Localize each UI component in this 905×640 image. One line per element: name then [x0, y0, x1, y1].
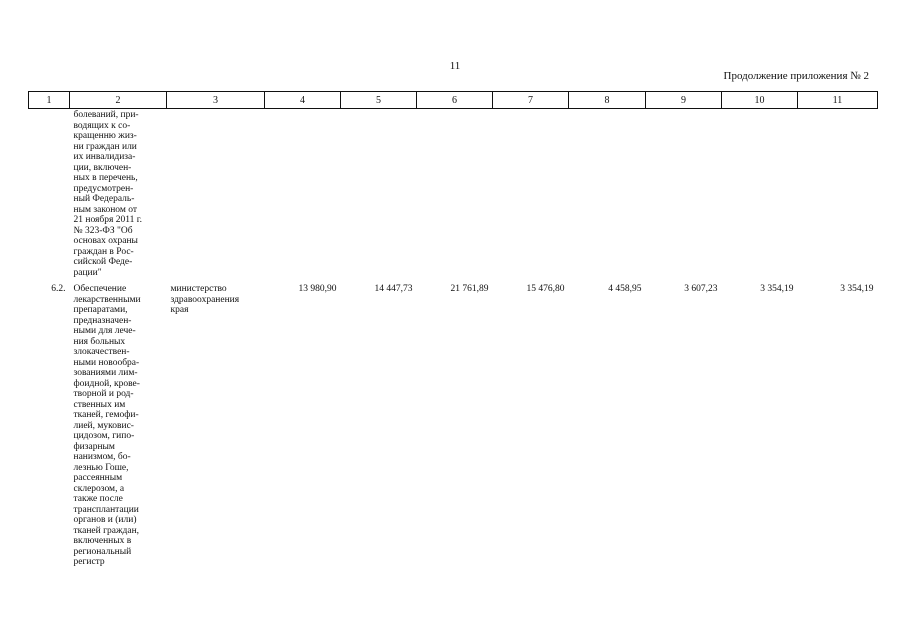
cell-empty [167, 109, 878, 279]
column-header-6: 6 [417, 92, 493, 109]
table-row [29, 278, 878, 568]
column-header-10: 10 [722, 92, 798, 109]
column-header-4: 4 [265, 92, 341, 109]
value-col-7: 15 476,80 [526, 284, 565, 294]
column-header-2: 2 [70, 92, 167, 109]
table-row-continuation [29, 109, 878, 279]
column-number-row [29, 92, 878, 109]
value-col-10: 3 354,19 [760, 284, 794, 294]
continued-description: болеваний, при- водящих к со- кращенню жиз- ни граждан или их инвалидиза- ции, включен- ных в перечень, предусмотрен- ный Федераль- ным законом от 21 ноября 2011 г. № 323-ФЗ "Об основах охраны граждан в Рос- сийской Феде- рации" [73, 110, 142, 278]
value-col-8: 4 458,95 [608, 284, 642, 294]
table-header [29, 92, 878, 109]
column-header-5: 5 [341, 92, 417, 109]
value-col-11: 3 354,19 [840, 284, 874, 294]
page-number: 11 [449, 60, 461, 72]
row-description: Обеспечение лекарственными препаратами, предназначен- ными для лече- ния больных злокачествен- ными новообра- зованиями лим- фоидной, крове- творной и род- ственных им тканей, гемофи- лией, муковис- цидозом, гипо- физарным нанизмом, бо- лезнью Гоше, рассеянным склерозом, а также после трансплантации органов и (или) тканей граждан, включенных в региональный регистр [73, 284, 141, 567]
appendix-table [28, 91, 878, 568]
column-header-3: 3 [167, 92, 265, 109]
column-header-7: 7 [493, 92, 569, 109]
row-index: 6.2. [51, 284, 66, 294]
column-header-11: 11 [798, 92, 878, 109]
column-header-8: 8 [569, 92, 646, 109]
appendix-continuation-label: Продолжение приложения № 2 [723, 70, 869, 82]
value-col-6: 21 761,89 [450, 284, 489, 294]
value-col-5: 14 447,73 [374, 284, 413, 294]
value-col-4: 13 980,90 [298, 284, 337, 294]
value-col-9: 3 607,23 [684, 284, 718, 294]
cell-empty [29, 109, 70, 279]
column-header-9: 9 [646, 92, 722, 109]
row-executor: министерство здравоохранения края [170, 284, 240, 315]
column-header-1: 1 [29, 92, 70, 109]
